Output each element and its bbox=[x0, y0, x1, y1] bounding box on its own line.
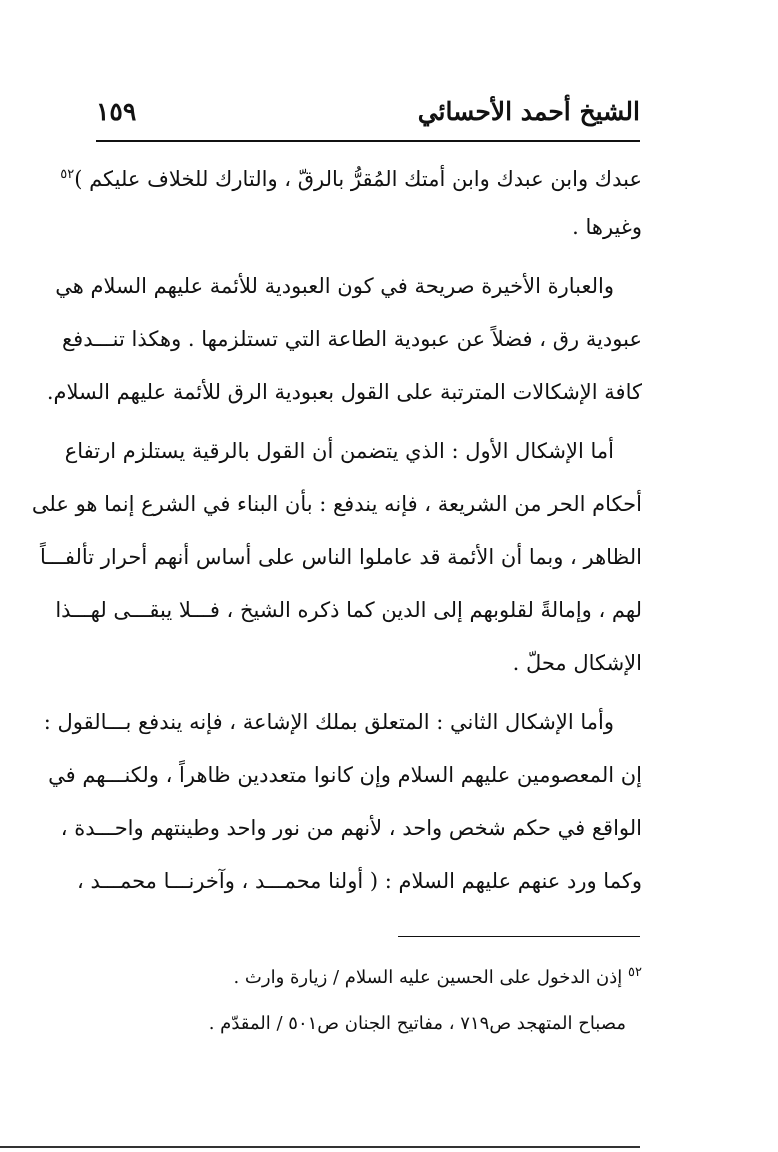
text-line: وغيرها . bbox=[572, 215, 642, 239]
page-number: ١٥٩ bbox=[96, 97, 137, 126]
footnote-line: $^{٥٢}$ إذن الدخول على الحسين عليه السلام / زيارة وارث . bbox=[233, 965, 642, 988]
text-line: وأما الإشكال الثاني : المتعلق بملك الإشاعة ، فإنه يندفع بـــالقول : bbox=[43, 710, 614, 734]
text-line: الإشكال محلّ . bbox=[512, 651, 642, 675]
text-line: لهم ، وإمالةً لقلوبهم إلى الدين كما ذكره الشيخ ، فـــلا يبقـــى لهـــذا bbox=[55, 598, 642, 622]
page-bottom-edge bbox=[0, 1146, 640, 1148]
text-line: إن المعصومين عليهم السلام وإن كانوا متعددين ظاهراً ، ولكنـــهم في bbox=[48, 763, 642, 787]
text-line: كافة الإشكالات المترتبة على القول بعبودية الرق للأئمة عليهم السلام. bbox=[46, 380, 642, 404]
footnote-reference[interactable]: ٥٢ bbox=[60, 167, 75, 182]
text-line: أما الإشكال الأول : الذي يتضمن أن القول بالرقية يستلزم ارتفاع bbox=[64, 439, 614, 463]
header-divider bbox=[96, 140, 640, 142]
page-header bbox=[96, 92, 640, 136]
footnote-marker: ٥٢ bbox=[628, 965, 642, 980]
text-line: عبدك وابن عبدك وابن أمتك المُقرُّ بالرقّ ، والتارك للخلاف عليكم )$^{٥٢}$ bbox=[60, 167, 642, 191]
text-line: أحكام الحر من الشريعة ، فإنه يندفع : بأن البناء في الشرع إنما هو على bbox=[31, 492, 642, 516]
footnote-line: مصباح المتهجد ص٧١٩ ، مفاتيح الجنان ص٥٠١ / المقدّم . bbox=[208, 1013, 626, 1034]
footnotes bbox=[96, 950, 642, 1047]
footnote-divider bbox=[398, 936, 640, 937]
main-text bbox=[31, 148, 642, 908]
text-line: الواقع في حكم شخص واحد ، لأنهم من نور واحد وطينتهم واحـــدة ، bbox=[60, 816, 642, 840]
text-line: الظاهر ، وبما أن الأئمة قد عاملوا الناس على أساس أنهم أحرار تألفـــاً bbox=[40, 545, 642, 569]
running-title: الشيخ أحمد الأحسائي bbox=[417, 97, 640, 126]
text-line: عبودية رق ، فضلاً عن عبودية الطاعة التي تستلزمها . وهكذا تنـــدفع bbox=[61, 327, 642, 351]
text-line: وكما ورد عنهم عليهم السلام : ( أولنا محمـــد ، وآخرنـــا محمـــد ، bbox=[77, 869, 642, 893]
text-line: والعبارة الأخيرة صريحة في كون العبودية للأئمة عليهم السلام هي bbox=[55, 274, 614, 298]
